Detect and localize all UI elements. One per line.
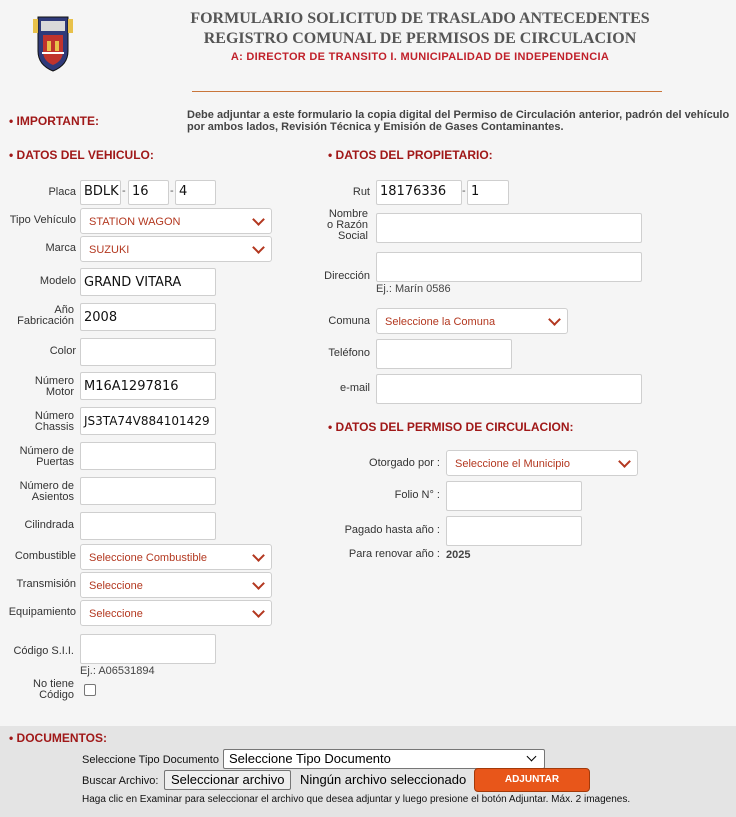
otorgado-por-label: Otorgado por : bbox=[369, 457, 440, 469]
form-subtitle: A: DIRECTOR DE TRANSITO I. MUNICIPALIDAD DE INDEPENDENCIA bbox=[230, 51, 610, 63]
numero-chassis-input[interactable]: JS3TA74V884101429 bbox=[80, 407, 216, 435]
asientos-label-line1: Número de bbox=[19, 480, 74, 492]
puertas-label-line1: Número de bbox=[19, 445, 74, 457]
codigo-sii-hint: Ej.: A06531894 bbox=[80, 665, 155, 677]
important-label: • IMPORTANTE: bbox=[9, 114, 99, 128]
chevron-down-icon bbox=[252, 241, 265, 254]
pagado-hasta-input[interactable] bbox=[446, 516, 582, 546]
chassis-label-line2: Chassis bbox=[34, 421, 74, 433]
tipo-documento-value: Seleccione Tipo Documento bbox=[229, 751, 391, 766]
adjuntar-button[interactable]: ADJUNTAR bbox=[474, 768, 590, 792]
email-label: e-mail bbox=[340, 382, 370, 394]
permit-section-title: • DATOS DEL PERMISO DE CIRCULACION: bbox=[328, 420, 574, 434]
transmision-select[interactable] bbox=[80, 572, 272, 598]
numero-asientos-input[interactable] bbox=[80, 477, 216, 505]
placa-dash-2: - bbox=[170, 185, 174, 197]
cilindrada-label: Cilindrada bbox=[24, 519, 74, 531]
comuna-label: Comuna bbox=[328, 315, 370, 327]
header-divider bbox=[192, 91, 662, 92]
direccion-hint: Ej.: Marín 0586 bbox=[376, 283, 451, 295]
chevron-down-icon bbox=[252, 549, 265, 562]
combustible-value: Seleccione Combustible bbox=[89, 552, 208, 564]
equipamiento-label: Equipamiento bbox=[8, 606, 76, 618]
municipal-crest-logo bbox=[32, 13, 74, 73]
renovar-label-text: Para renovar año bbox=[348, 548, 434, 560]
modelo-label: Modelo bbox=[39, 275, 76, 287]
otorgado-value: Seleccione el Municipio bbox=[455, 458, 570, 470]
rut-dv-input[interactable]: 1 bbox=[467, 180, 509, 205]
equipamiento-value: Seleccione bbox=[89, 608, 143, 620]
nombre-label-line2: o Razón bbox=[327, 219, 368, 231]
chevron-down-icon bbox=[527, 752, 537, 762]
folio-input[interactable] bbox=[446, 481, 582, 511]
form-title-line2: REGISTRO COMUNAL DE PERMISOS DE CIRCULACION bbox=[203, 30, 637, 47]
tipo-documento-select[interactable] bbox=[223, 749, 545, 769]
marca-value: SUZUKI bbox=[89, 244, 130, 256]
owner-section-title: • DATOS DEL PROPIETARIO: bbox=[328, 148, 493, 162]
comuna-value: Seleccione la Comuna bbox=[385, 316, 496, 328]
marca-label: Marca bbox=[45, 242, 76, 254]
combustible-select[interactable] bbox=[80, 544, 272, 570]
comuna-select[interactable] bbox=[376, 308, 568, 334]
email-input[interactable] bbox=[376, 374, 642, 404]
rut-input[interactable]: 18176336 bbox=[376, 180, 462, 205]
codigo-sii-input[interactable] bbox=[80, 634, 216, 664]
telefono-input[interactable] bbox=[376, 339, 512, 369]
nombre-label-line1: Nombre bbox=[328, 208, 368, 220]
telefono-label: Teléfono bbox=[328, 347, 370, 359]
file-status: Ningún archivo seleccionado bbox=[300, 772, 467, 787]
chevron-down-icon bbox=[548, 313, 561, 326]
motor-label-line2: Motor bbox=[45, 386, 74, 398]
important-text-line1: Debe adjuntar a este formulario la copia digital del Permiso de Circulación anterior, padrón del vehículo bbox=[187, 109, 730, 121]
folio-label: Folio N° : bbox=[394, 489, 440, 501]
modelo-input[interactable]: GRAND VITARA bbox=[80, 268, 216, 296]
direccion-input[interactable] bbox=[376, 252, 642, 282]
anio-fabricacion-input[interactable]: 2008 bbox=[80, 303, 216, 331]
numero-motor-input[interactable]: M16A1297816 bbox=[80, 372, 216, 400]
tipo-vehiculo-select[interactable] bbox=[80, 208, 272, 234]
direccion-label: Dirección bbox=[324, 270, 370, 282]
motor-label-line1: Número bbox=[34, 375, 74, 387]
important-text bbox=[187, 109, 729, 133]
puertas-label-line2: Puertas bbox=[36, 456, 74, 468]
color-input[interactable] bbox=[80, 338, 216, 366]
numero-chassis-label bbox=[0, 411, 74, 433]
para-renovar-label: Para renovar año : bbox=[348, 548, 440, 560]
chevron-down-icon bbox=[252, 577, 265, 590]
numero-puertas-input[interactable] bbox=[80, 442, 216, 470]
anio-label-line1: Año bbox=[54, 304, 74, 316]
select-file-button[interactable]: Seleccionar archivo bbox=[164, 770, 291, 790]
asientos-label-line2: Asientos bbox=[31, 491, 74, 503]
no-tiene-codigo-label bbox=[0, 679, 74, 701]
chassis-label-line1: Número bbox=[34, 410, 74, 422]
para-renovar-value: 2025 bbox=[446, 549, 471, 561]
chevron-down-icon bbox=[618, 455, 631, 468]
documents-section-title: • DOCUMENTOS: bbox=[9, 731, 107, 745]
nombre-razon-social-label bbox=[290, 209, 368, 242]
rut-label: Rut bbox=[352, 186, 370, 198]
tipo-vehiculo-value: STATION WAGON bbox=[89, 216, 181, 228]
transmision-label: Transmisión bbox=[16, 578, 76, 590]
placa-dv-input[interactable]: 4 bbox=[175, 180, 216, 205]
tipo-vehiculo-label: Tipo Vehículo bbox=[9, 214, 76, 226]
no-codigo-label-line1: No tiene bbox=[33, 678, 74, 690]
chevron-down-icon bbox=[252, 213, 265, 226]
placa-dash-1: - bbox=[122, 185, 126, 197]
combustible-label: Combustible bbox=[14, 550, 76, 562]
no-tiene-codigo-checkbox[interactable] bbox=[84, 684, 96, 696]
rut-dash: - bbox=[462, 185, 466, 197]
color-label: Color bbox=[49, 345, 76, 357]
documents-help-text: Haga clic en Examinar para seleccionar el archivo que desea adjuntar y luego presione el botón Adjuntar. Máx. 2 imagenes. bbox=[82, 794, 631, 805]
otorgado-por-select[interactable] bbox=[446, 450, 638, 476]
nombre-label-line3: Social bbox=[338, 230, 368, 242]
folio-label-text: Folio N° bbox=[394, 489, 434, 501]
pagado-hasta-label: Pagado hasta año : bbox=[344, 524, 440, 536]
no-codigo-label-line2: Código bbox=[39, 689, 74, 701]
placa-numbers-input[interactable]: 16 bbox=[128, 180, 169, 205]
transmision-value: Seleccione bbox=[89, 580, 143, 592]
tipo-documento-label: Seleccione Tipo Documento bbox=[82, 754, 219, 766]
numero-asientos-label bbox=[0, 481, 74, 503]
buscar-archivo-label: Buscar Archivo: bbox=[82, 775, 159, 787]
important-text-line2: por ambos lados, Revisión Técnica y Emisión de Gases Contaminantes. bbox=[187, 121, 564, 133]
placa-label: Placa bbox=[48, 186, 76, 198]
placa-letters-input[interactable]: BDLK bbox=[80, 180, 121, 205]
chevron-down-icon bbox=[252, 605, 265, 618]
nombre-razon-social-input[interactable] bbox=[376, 213, 642, 243]
anio-fabricacion-label bbox=[0, 305, 74, 327]
marca-select[interactable] bbox=[80, 236, 272, 262]
anio-label-line2: Fabricación bbox=[17, 315, 74, 327]
pagado-label-text: Pagado hasta año bbox=[344, 524, 434, 536]
form-title-line1: FORMULARIO SOLICITUD DE TRASLADO ANTECEDENTES bbox=[190, 10, 650, 27]
vehicle-section-title: • DATOS DEL VEHICULO: bbox=[9, 148, 154, 162]
codigo-sii-label: Código S.I.I. bbox=[13, 645, 74, 657]
cilindrada-input[interactable] bbox=[80, 512, 216, 540]
equipamiento-select[interactable] bbox=[80, 600, 272, 626]
numero-puertas-label bbox=[0, 446, 74, 468]
numero-motor-label bbox=[0, 376, 74, 398]
otorgado-label-text: Otorgado por bbox=[369, 457, 434, 469]
